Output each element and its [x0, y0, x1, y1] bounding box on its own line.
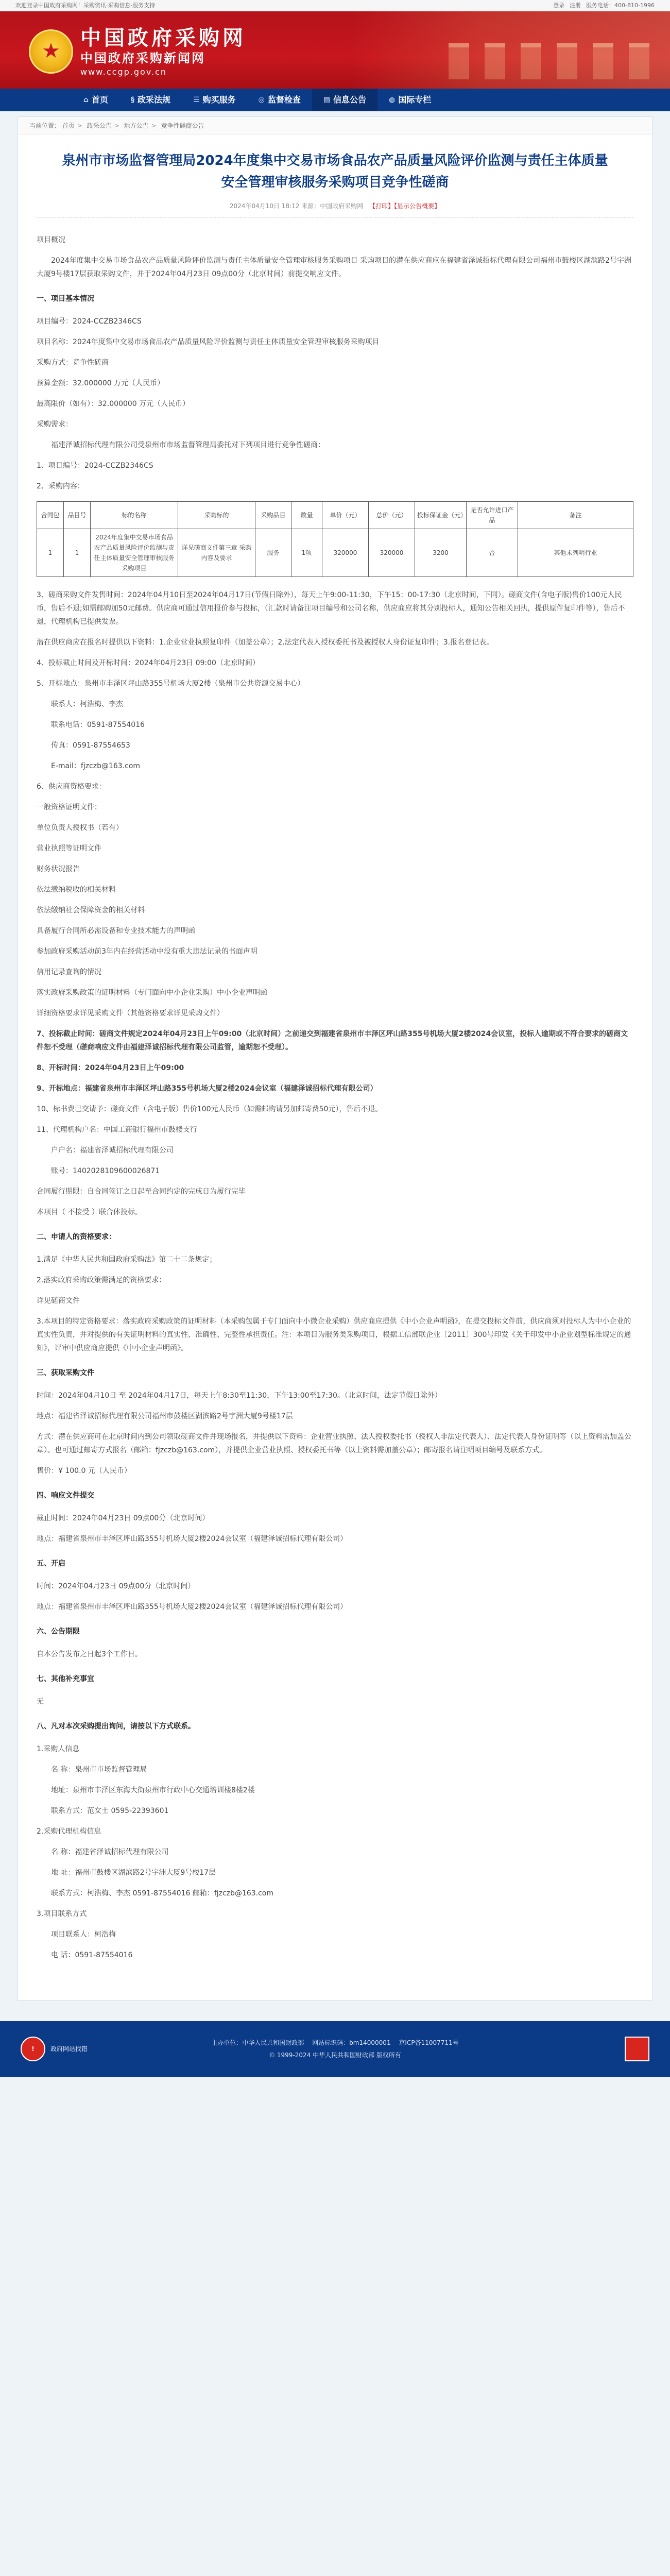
- contact-person: 联系人：柯浩梅、李杰: [51, 700, 123, 708]
- notice-article: [18, 134, 652, 2000]
- notice-icon: ▤: [323, 96, 331, 104]
- nav-home[interactable]: ⌂ 首页: [72, 89, 119, 111]
- qualification-item: 落实政府采购政策的证明材料（专门面向中小企业采购）中小企业声明函: [37, 989, 267, 997]
- project-contact-title: 3.项目联系方式: [37, 1910, 87, 1918]
- demand-item-11: 11、代理机构户名：中国工商银行福州市鼓楼支行: [37, 1126, 197, 1134]
- qualification-item: 依法缴纳税收的相关材料: [37, 886, 116, 894]
- account-number: 账号：1402028109600026871: [51, 1167, 160, 1175]
- article-meta: [37, 201, 633, 218]
- intro-text: 2024年度集中交易市场食品农产品质量风险评价监测与责任主体质量安全管理审核服务采购项目 采购项目的潜在供应商应在福建省泽诚招标代理有限公司福州市鼓楼区湖滨路2号宇洲大厦9号楼17层获取采购文件，并于2024年04月23日 09点00分（北京时间）前提交响应文件。: [37, 257, 631, 278]
- demand-item-2: 2、采购内容：: [37, 482, 84, 490]
- page-title: 泉州市市场监督管理局2024年度集中交易市场食品农产品质量风险评价监测与责任主体质量安全管理审核服务采购项目竞争性磋商: [62, 153, 608, 190]
- breadcrumb-current[interactable]: 竞争性磋商公告: [161, 122, 204, 129]
- error-badge-label: 政府网站找错: [50, 2045, 88, 2053]
- open-time: 时间：2024年04月23日 09点00分（北京时间）: [37, 1582, 195, 1590]
- demand-item-3: 3、磋商采购文件发售时间：2024年04月10日至2024年04月17日(节假日除外），每天上午9:00-11:30，下午15：00-17:30（北京时间，下同）。磋商文件(含电子版)售价100元人民币，售后不退;如需邮购加50元邮费。供应商可通过信用报价参与投标，（汇款时请备注项目编号和公司名称，供应商应将其分别投标人，通知公告相关回执，提供原件复印件等），售后不退，代理机构已提供发票。: [37, 591, 625, 626]
- footer-icp[interactable]: 京ICP备11007711号: [399, 2039, 459, 2046]
- qualification-item: 信用记录查询的情况: [37, 968, 101, 976]
- requirement-item: 详见磋商文件: [37, 1297, 80, 1305]
- agency-name: 名 称：福建省泽诚招标代理有限公司: [51, 1848, 169, 1856]
- purchaser-info-title: 1.采购人信息: [37, 1745, 80, 1753]
- footer-site-code: 网站标识码：bm14000001: [312, 2039, 391, 2046]
- breadcrumb-local[interactable]: 地方公告: [124, 122, 149, 129]
- login-link[interactable]: 登录: [553, 2, 565, 9]
- qualification-item: 单位负责人授权书（若有）: [37, 824, 123, 832]
- welcome-text: 欢迎登录中国政府采购网！采购资讯·采购信息·服务支持: [15, 2, 155, 9]
- site-name-secondary: 中国政府采购新闻网: [80, 50, 205, 65]
- contract-period: 合同履行期限：自合同签订之日起至合同约定的完成日为履行完毕: [37, 1188, 246, 1196]
- purchaser-address: 地址：泉州市丰泽区东海大街泉州市行政中心交通培训楼8楼2楼: [51, 1786, 255, 1794]
- consortium-note: 本项目（ 不接受 ）联合体投标。: [37, 1208, 142, 1216]
- requirement-item: 1.满足《中华人民共和国政府采购法》第二十二条规定；: [37, 1256, 217, 1264]
- demand-item-10: 10、标书费已交请予：磋商文件（含电子版）售价100元人民币（如需邮购请另加邮寄费50元），售后不退。: [37, 1105, 383, 1113]
- notice-period: 自本公告发布之日起3个工作日。: [37, 1650, 142, 1658]
- nav-inspect[interactable]: ◎ 监督检查: [247, 89, 312, 111]
- get-docs-price: 售价：¥ 100.0 元（人民币）: [37, 1467, 131, 1475]
- party-gov-badge-icon[interactable]: [625, 2037, 649, 2061]
- budget-amount: 预算金额：32.000000 万元（人民币）: [37, 379, 165, 387]
- inspect-icon: ◎: [258, 96, 265, 104]
- bid-table: [37, 501, 633, 577]
- demand-text: 福建泽诚招标代理有限公司受泉州市市场监督管理局委托对下列项目进行竞争性磋商：: [51, 441, 325, 449]
- gov-site-error-badge-icon[interactable]: !: [21, 2037, 45, 2061]
- site-name: 中国政府采购网: [80, 26, 246, 50]
- contact-fax: 传真：0591-87554653: [51, 741, 130, 750]
- project-contact-phone: 电 话：0591-87554016: [51, 1951, 133, 1959]
- national-emblem-icon: [29, 29, 73, 74]
- section-6-title: 六、公告期限: [37, 1628, 80, 1636]
- agency-info-title: 2.采购代理机构信息: [37, 1827, 101, 1836]
- submit-deadline: 截止时间：2024年04月23日 09点00分（北京时间）: [37, 1514, 210, 1522]
- footer-sponsor: 主办单位：中华人民共和国财政部: [211, 2039, 304, 2046]
- nav-international[interactable]: ◍ 国际专栏: [377, 89, 442, 111]
- qualification-item: 具备履行合同所必需设备和专业技术能力的声明函: [37, 927, 195, 935]
- demand-item-8: 8、开标时间：2024年04月23日上午09:00: [37, 1064, 184, 1072]
- home-icon: ⌂: [83, 96, 89, 104]
- publish-date: 2024年04月10日 18:12: [229, 202, 300, 210]
- header-decoration: [351, 11, 670, 89]
- nav-law[interactable]: § 政采法规: [119, 89, 182, 111]
- demand-item-9: 9、开标地点：福建省泉州市丰泽区坪山路355号机场大厦2楼2024会议室（福建泽诚招标代理有限公司）: [37, 1084, 377, 1093]
- top-strip: [0, 0, 670, 11]
- table-row: 1 1 2024年度集中交易市场食品农产品质量风险评价监测与责任主体质量安全管理审核服务采购项目 详见磋商文件第三章 采购内容及要求 服务 1项 320000 320000 3200 否 其他未列明行业: [37, 529, 633, 577]
- account-name: 户户名：福建省泽诚招标代理有限公司: [51, 1146, 174, 1155]
- project-name: 项目名称：2024年度集中交易市场食品农产品质量风险评价监测与责任主体质量安全管理审核服务采购项目: [37, 338, 380, 346]
- article-content: [37, 233, 633, 1962]
- breadcrumb: 当前位置： 首页 > 政采公告 > 地方公告 > 竞争性磋商公告: [18, 117, 652, 134]
- demand-item-1: 1、项目编号：2024-CCZB2346CS: [37, 462, 153, 470]
- main-nav: [0, 89, 670, 111]
- contact-phone: 联系电话：0591-87554016: [51, 721, 145, 729]
- qualification-item: 详细资格要求详见采购文件（其他资格要求详见采购文件）: [37, 1009, 224, 1018]
- footer-copyright: © 1999-2024 中华人民共和国财政部 版权所有: [269, 2052, 401, 2059]
- max-price: 最高限价（如有）：32.000000 万元（人民币）: [37, 400, 190, 408]
- breadcrumb-notices[interactable]: 政采公告: [87, 122, 112, 129]
- section-8-title: 八、凡对本次采购提出询问，请按以下方式联系。: [37, 1722, 195, 1731]
- qualification-item: 参加政府采购活动前3年内在经营活动中没有重大违法记录的书面声明: [37, 947, 257, 956]
- site-brand[interactable]: [29, 26, 246, 77]
- project-number: 项目编号：2024-CCZB2346CS: [37, 317, 142, 326]
- agency-address: 地 址：福州市鼓楼区湖滨路2号宇洲大厦9号楼17层: [51, 1869, 216, 1877]
- hotline-text: 服务电话：400-810-1996: [586, 2, 655, 9]
- get-docs-place: 地点：福建省泽诚招标代理有限公司福州市鼓楼区湖滨路2号宇洲大厦9号楼17层: [37, 1412, 293, 1420]
- get-docs-method: 方式：潜在供应商可在北京时间内到公司领取磋商文件并现场报名，并提供以下资料：企业营业执照、法人授权委托书（授权人非法定代表人）、法定代表人身份证明等（以上资料需加盖公章）。也可通过邮寄方式报名（邮箱：fjzczb@163.com），并提供企业营业执照、授权委托书等（以上资料需加盖公章）；邮寄报名请注明项目编号及联系方式。: [37, 1433, 631, 1454]
- globe-icon: ◍: [389, 96, 396, 104]
- print-link[interactable]: 【打印】【显示公告概要】: [369, 202, 441, 210]
- site-header: [0, 11, 670, 89]
- intro-label: 项目概况: [37, 236, 65, 244]
- qualification-item: 依法缴纳社会保障资金的相关材料: [37, 906, 145, 914]
- service-icon: ☰: [193, 96, 200, 104]
- demand-item-3b: 潜在供应商应在报名时提供以下资料：1.企业营业执照复印件（加盖公章）；2.法定代表人授权委托书及被授权人身份证复印件；3.报名登记表。: [37, 638, 494, 647]
- page-container: [18, 116, 652, 2001]
- demand-label: 采购需求：: [37, 420, 73, 429]
- section-3-title: 三、获取采购文件: [37, 1369, 94, 1377]
- requirement-item: 3.本项目的特定资格要求：落实政府采购政策的证明材料（本采购包属于专门面向中小微企业采购）供应商应提供《中小企业声明函》，在提交投标文件前，供应商须对投标人为中小企业的真实性负责，并对提供的有关证明材料的真实性、准确性、完整性承担责任。注：本项目为服务类采购项目，根据工信部联企业〔2011〕300号印发《关于印发中小企业划型标准规定的通知》，评审中供应商应提供《中小企业声明函》。: [37, 1317, 631, 1352]
- nav-service[interactable]: ☰ 购买服务: [182, 89, 247, 111]
- qualification-item: 一般资格证明文件：: [37, 803, 101, 811]
- site-footer: [0, 2021, 670, 2077]
- open-place: 地点：福建省泉州市丰泽区坪山路355号机场大厦2楼2024会议室（福建泽诚招标代理有限公司）: [37, 1603, 348, 1611]
- purchaser-contact: 联系方式：范女士 0595-22393601: [51, 1807, 169, 1815]
- get-docs-time: 时间：2024年04月10日 至 2024年04月17日，每天上午8:30至11:30，下午13:00至17:30。（北京时间，法定节假日除外）: [37, 1392, 442, 1400]
- qualification-item: 营业执照等证明文件: [37, 844, 101, 853]
- law-icon: §: [131, 96, 135, 104]
- agency-contact: 联系方式：柯浩梅、李杰 0591-87554016 邮箱：fjzczb@163.com: [51, 1889, 274, 1897]
- purchaser-name: 名 称：泉州市市场监督管理局: [51, 1766, 147, 1774]
- project-contact-person: 项目联系人：柯浩梅: [51, 1930, 116, 1939]
- section-2-title: 二、申请人的资格要求：: [37, 1233, 116, 1241]
- other-info: 无: [37, 1698, 44, 1706]
- demand-item-7: 7、投标截止时间：磋商文件规定2024年04月23日上午09:00（北京时间）之前递交到福建省泉州市丰泽区坪山路355号机场大厦2楼2024会议室，投标人逾期或不符合要求的磋商文件恕不受理（磋商响应文件由福建泽诚招标代理有限公司监管，逾期恕不受理）。: [37, 1030, 628, 1052]
- contact-email: E-mail：fjzczb@163.com: [51, 762, 141, 770]
- section-7-title: 七、其他补充事宜: [37, 1675, 94, 1683]
- register-link[interactable]: 注册: [570, 2, 581, 9]
- procurement-method: 采购方式：竞争性磋商: [37, 359, 109, 367]
- breadcrumb-home[interactable]: 首页: [62, 122, 75, 129]
- table-header-row: 合同包 品目号 标的名称 采购标的 采购品目 数量 单价（元） 总价（元） 投标保证金（元） 是否允许进口产品 备注: [37, 502, 633, 529]
- source-text: 来源：中国政府采购网: [301, 202, 364, 210]
- requirement-item: 2.落实政府采购政策需满足的资格要求：: [37, 1276, 166, 1284]
- demand-item-4: 4、投标截止时间及开标时间：2024年04月23日 09:00（北京时间）: [37, 659, 260, 667]
- site-url: www.ccgp.gov.cn: [80, 67, 167, 77]
- section-5-title: 五、开启: [37, 1560, 65, 1568]
- demand-item-5: 5、开标地点：泉州市丰泽区坪山路355号机场大厦2楼（泉州市公共资源交易中心）: [37, 680, 305, 688]
- demand-item-6: 6、供应商资格要求：: [37, 783, 106, 791]
- section-4-title: 四、响应文件提交: [37, 1492, 94, 1500]
- section-1-title: 一、项目基本情况: [37, 295, 94, 303]
- submit-place: 地点：福建省泉州市丰泽区坪山路355号机场大厦2楼2024会议室（福建泽诚招标代理有限公司）: [37, 1535, 348, 1543]
- qualification-item: 财务状况报告: [37, 865, 80, 873]
- nav-notice[interactable]: ▤ 信息公告: [312, 89, 377, 111]
